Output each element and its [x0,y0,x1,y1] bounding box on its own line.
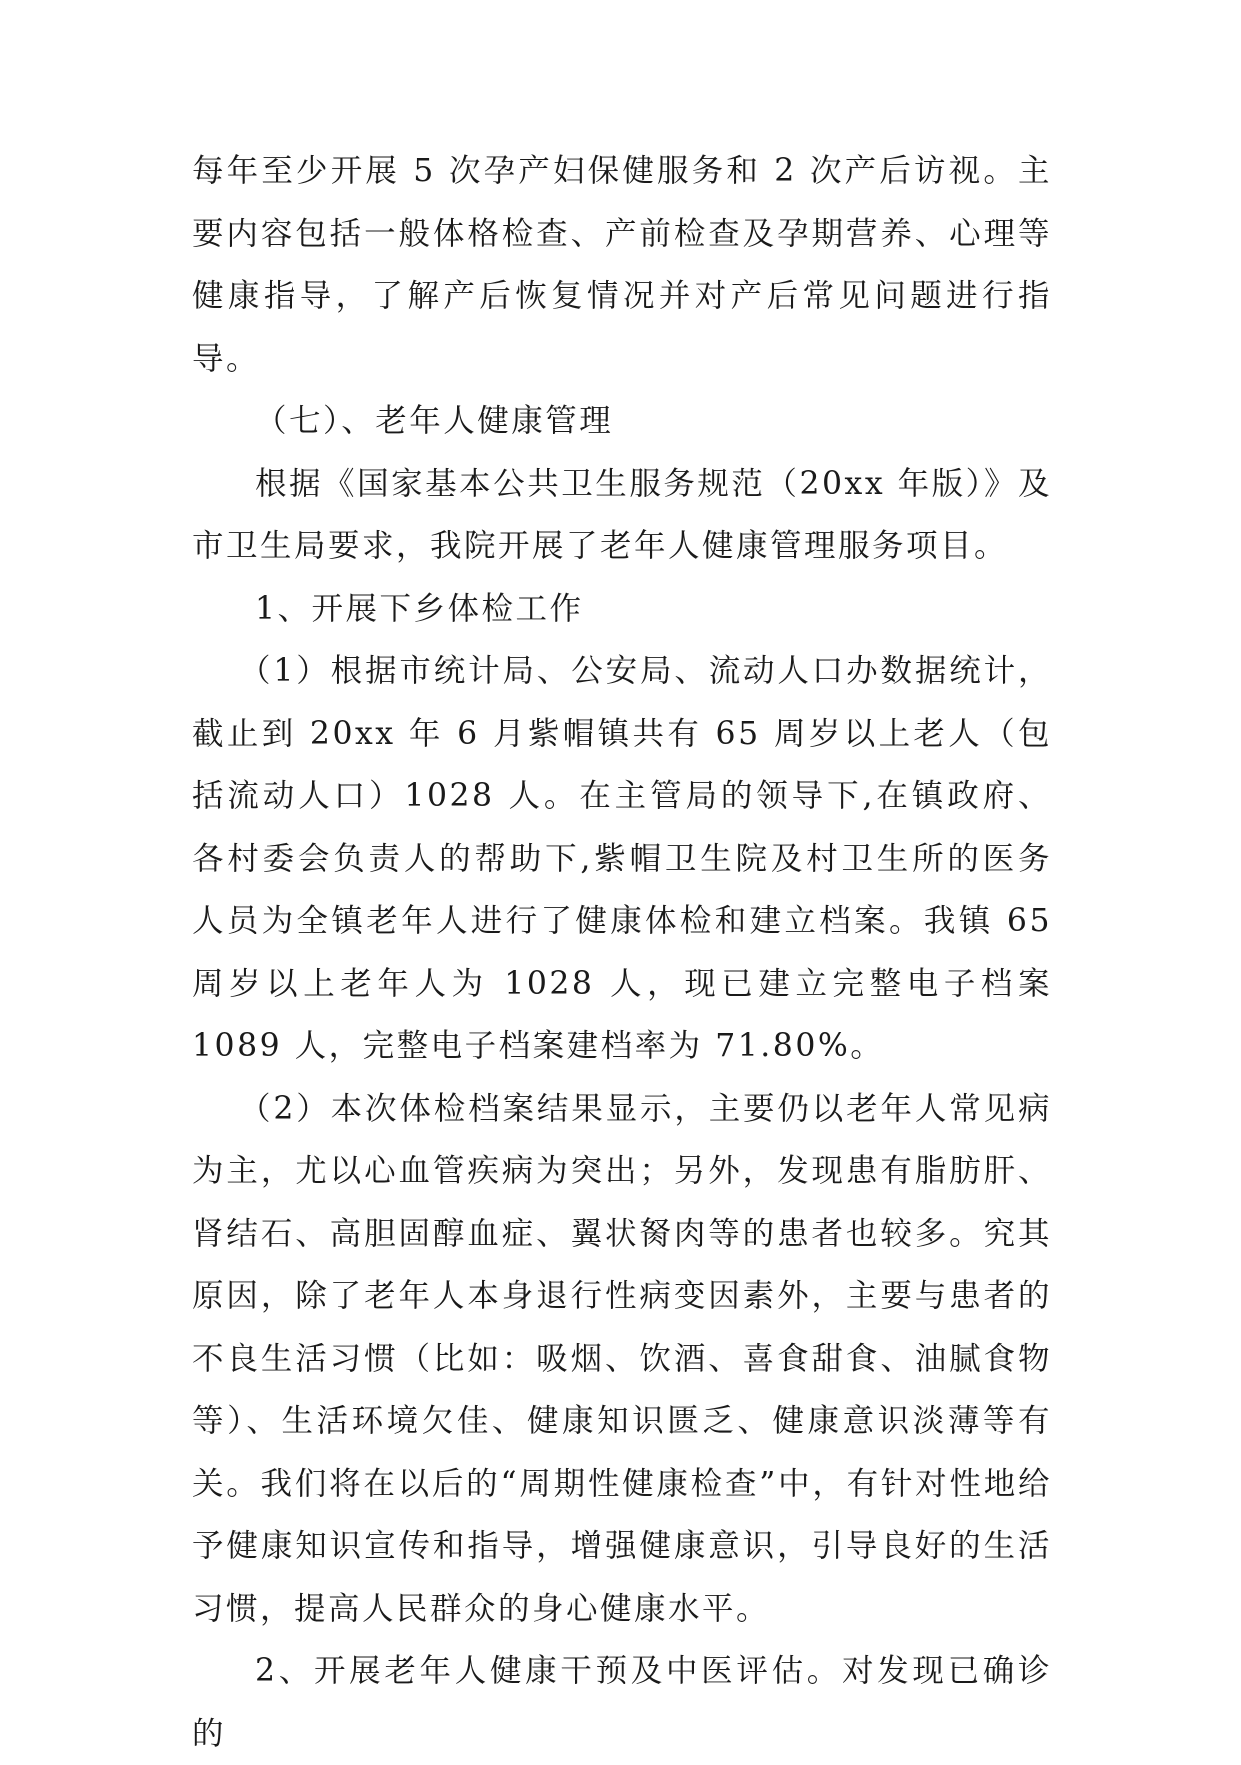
paragraph-statistics: （1）根据市统计局、公安局、流动人口办数据统计，截止到 20xx 年 6 月紫帽镇共有 65 周岁以上老人（包括流动人口）1028 人。在主管局的领导下,在镇政府、各村委会负责人的帮助下,紫帽卫生院及村卫生所的医务人员为全镇老年人进行了健康体检和建立档案。我镇 65 周岁以上老年人为 1028 人，现已建立完整电子档案 1089 人，完整电子档案建档率为 71.80%。 [192,653,1052,1064]
paragraph-service-basis: 根据《国家基本公共卫生服务规范（20xx 年版）》及市卫生局要求，我院开展了老年人健康管理服务项目。 [192,465,1052,564]
section-heading-elderly-health: （七）、老年人健康管理 [255,403,614,439]
paragraph-checkup-results: （2）本次体检档案结果显示，主要仍以老年人常见病为主，尤以心血管疾病为突出；另外，发现患有脂肪肝、肾结石、高胆固醇血症、翼状胬肉等的患者也较多。究其原因，除了老年人本身退行性病变因素外，主要与患者的不良生活习惯（比如：吸烟、饮酒、喜食甜食、油腻食物等）、生活环境欠佳、健康知识匮乏、健康意识淡薄等有关。我们将在以后的“周期性健康检查”中，有针对性地给予健康知识宣传和指导，增强健康意识，引导良好的生活习惯，提高人民群众的身心健康水平。 [192,1090,1052,1627]
paragraph-prenatal-services: 每年至少开展 5 次孕产妇保健服务和 2 次产后访视。主要内容包括一般体格检查、产前检查及孕期营养、心理等健康指导，了解产后恢复情况并对产后常见问题进行指导。 [192,153,1052,377]
subheading-rural-checkups: 1、开展下乡体检工作 [255,590,584,627]
paragraph-health-intervention: 2、开展老年人健康干预及中医评估。对发现已确诊的 [192,1653,1052,1752]
body-text [192,140,1052,1765]
